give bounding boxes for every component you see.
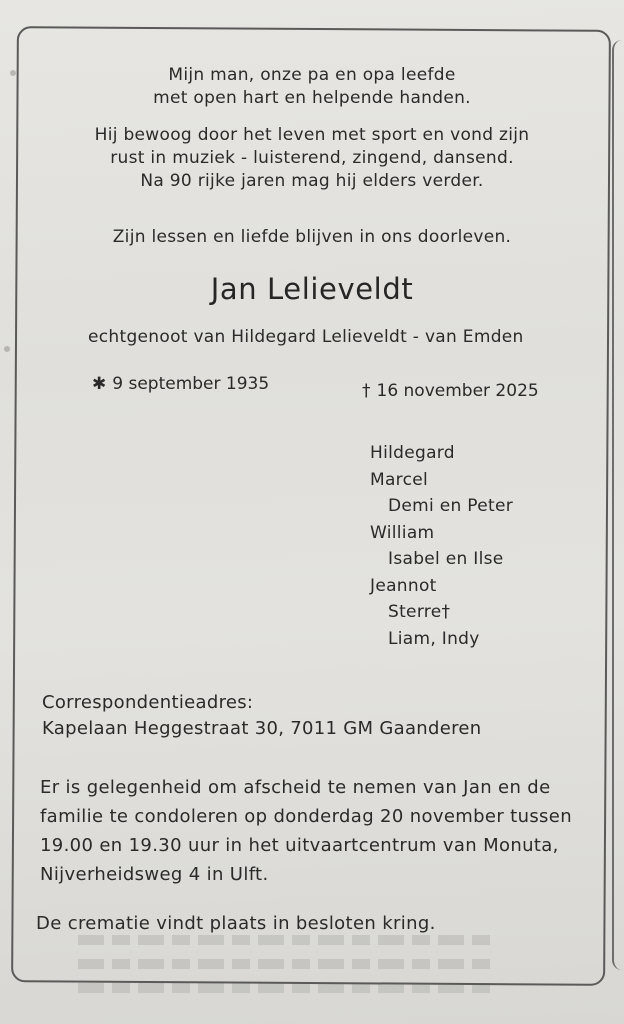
family-member: Jeannot: [370, 575, 437, 596]
ceremony-paragraph: [40, 773, 572, 889]
poem-stanza-2: [0, 124, 624, 193]
poem-line: Na 90 rijke jaren mag hij elders verder.: [140, 171, 484, 191]
paper-speck: [4, 346, 10, 352]
family-member: William: [370, 522, 435, 543]
ceremony-line: 19.00 en 19.30 uur in het uitvaartcentrum van Monuta,: [40, 835, 559, 856]
family-member: Hildegard: [370, 443, 455, 463]
cremation-note: De crematie vindt plaats in besloten kring.: [36, 913, 436, 934]
deceased-name: Jan Lelieveldt: [210, 272, 414, 306]
correspondence-label: Correspondentieadres:: [42, 692, 254, 713]
family-member: Liam, Indy: [388, 628, 480, 649]
poem-line: Hij bewoog door het leven met sport en vond zijn: [94, 125, 530, 145]
birth-date-line: [92, 374, 269, 394]
correspondence-address: Kapelaan Heggestraat 30, 7011 GM Gaanderen: [42, 718, 482, 739]
ceremony-line: familie te condoleren op donderdag 20 november tussen: [40, 806, 572, 827]
family-member: Sterre†: [388, 602, 451, 622]
death-date-line: [362, 381, 539, 401]
death-date: 16 november 2025: [376, 381, 539, 401]
family-member: Marcel: [370, 469, 429, 490]
poem-line: met open hart en helpende handen.: [153, 88, 471, 108]
poem-stanza-3: [0, 226, 624, 249]
death-cross-icon: †: [362, 381, 371, 401]
birth-star-icon: ✱: [92, 374, 107, 394]
poem-line: Zijn lessen en liefde blijven in ons doorleven.: [112, 227, 512, 247]
family-member: Isabel en Ilse: [388, 549, 504, 569]
correspondence-block: [42, 690, 482, 742]
ceremony-line: Er is gelegenheid om afscheid te nemen van Jan en de: [40, 777, 551, 798]
poem-line: rust in muziek - luisterend, zingend, dansend.: [110, 148, 514, 168]
ceremony-line: Nijverheidsweg 4 in Ulft.: [40, 864, 269, 885]
family-list: [370, 440, 513, 652]
poem-stanza-1: [0, 64, 624, 110]
poem-line: Mijn man, onze pa en opa leefde: [168, 65, 456, 85]
birth-date: 9 september 1935: [112, 374, 270, 394]
spouse-line: echtgenoot van Hildegard Lelieveldt - van Emden: [88, 327, 524, 347]
family-member: Demi en Peter: [388, 496, 513, 516]
